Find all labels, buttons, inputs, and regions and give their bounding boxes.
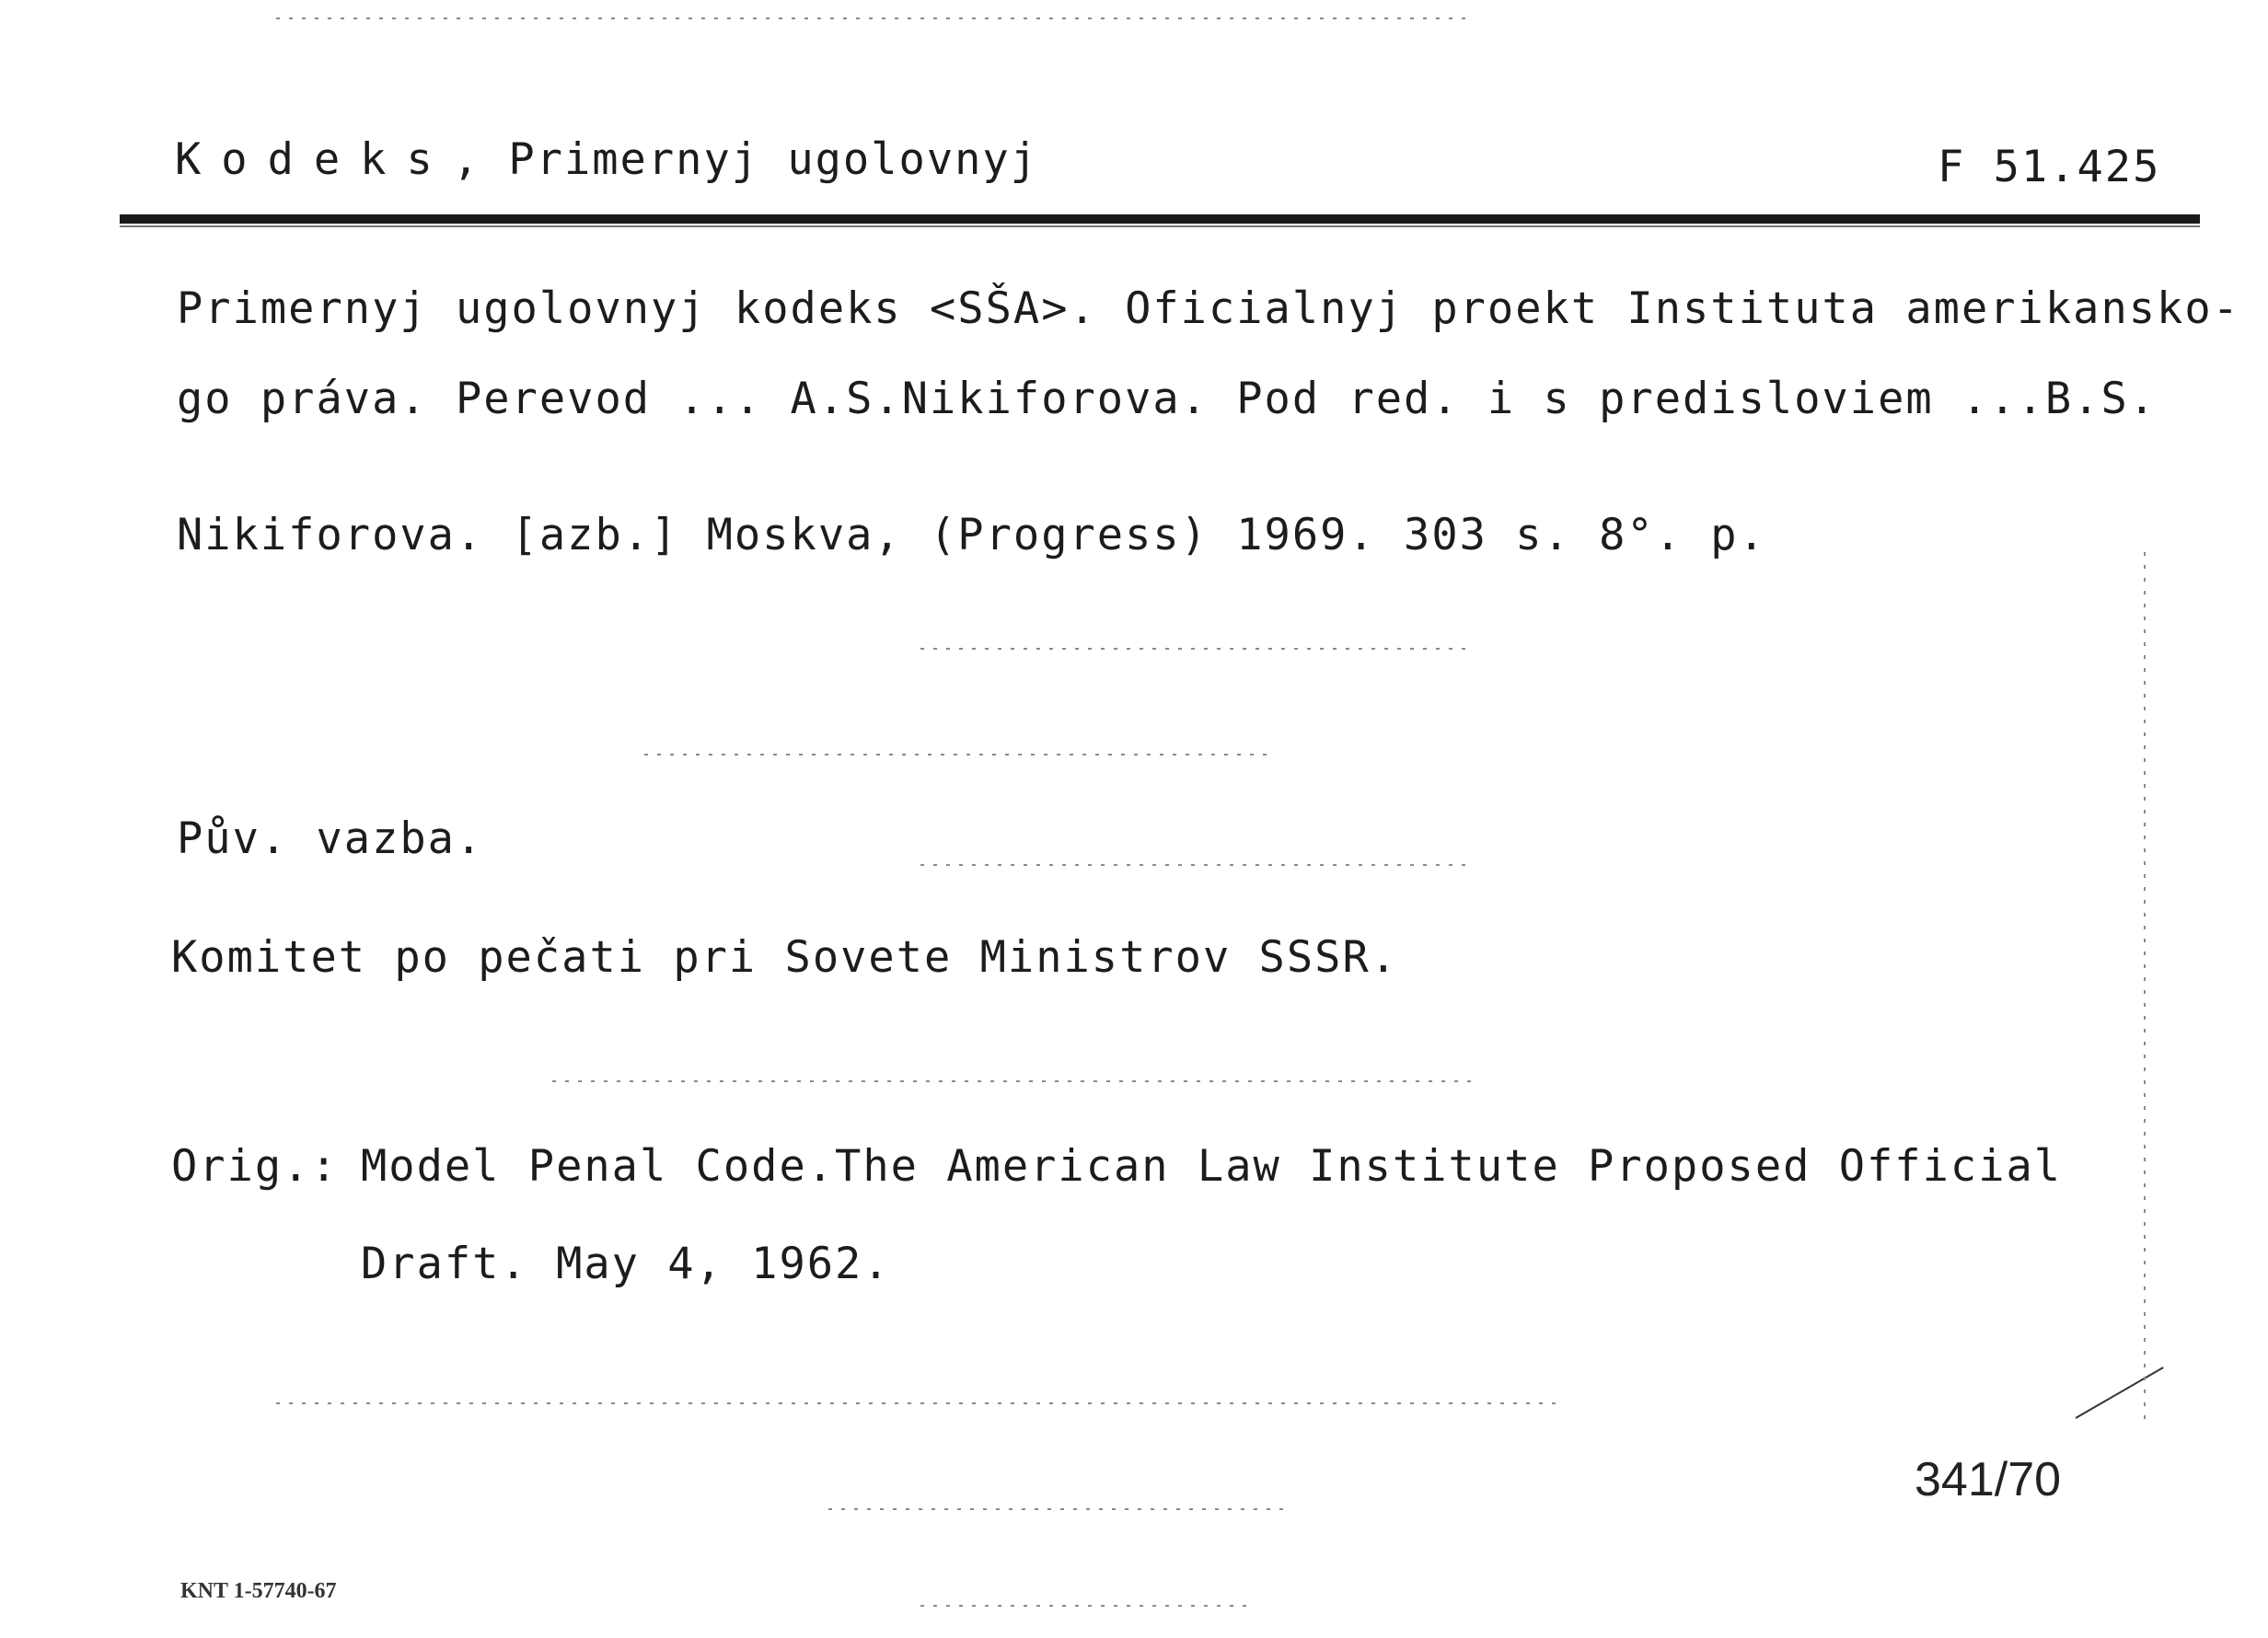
description-line-1: Primernyj ugolovnyj kodeks <SŠA>. Oficialnyj proekt Instituta amerikansko- xyxy=(177,283,2240,334)
heading-rule-shadow xyxy=(120,225,2200,227)
heading-title: , Primernyj ugolovnyj xyxy=(452,134,1039,185)
original-title-line-2: Draft. May 4, 1962. xyxy=(361,1239,891,1289)
print-code: KNT 1-57740-67 xyxy=(180,1579,337,1603)
publisher-note: Komitet po pečati pri Sovete Ministrov SSSR. xyxy=(171,932,1399,983)
heading-rule xyxy=(120,214,2200,224)
original-title-label: Orig.: xyxy=(171,1141,339,1192)
original-title-line-1: Model Penal Code.The American Law Institute Proposed Official xyxy=(361,1141,2063,1192)
accession-number: 341/70 xyxy=(1915,1453,2062,1506)
heading-author: Kodeks xyxy=(175,134,453,185)
description-line-2: go práva. Perevod ... A.S.Nikiforova. Pod red. i s predisloviem ...B.S. xyxy=(177,374,2158,424)
binding-note: Pův. vazba. xyxy=(177,813,484,864)
card-heading xyxy=(175,134,1039,185)
shelf-signature: F 51.425 xyxy=(1938,142,2161,192)
accession-mark xyxy=(2076,1367,2164,1419)
description-line-3: Nikiforova. [azb.] Moskva, (Progress) 1969. 303 s. 8°. p. xyxy=(177,510,1766,560)
